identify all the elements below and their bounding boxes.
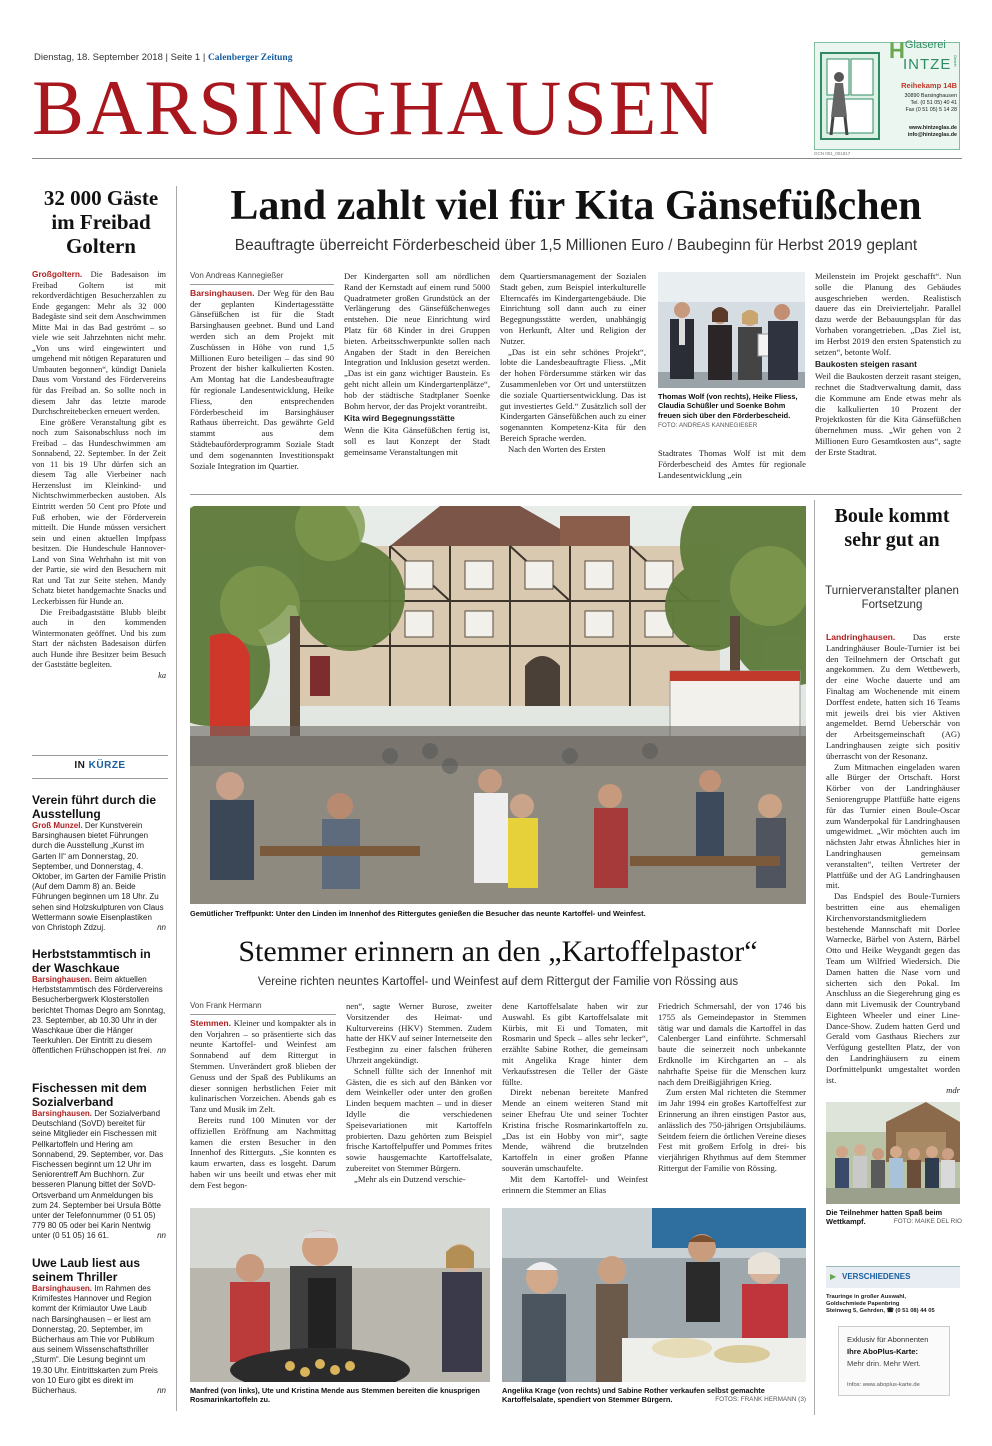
kuerze-rule-bottom	[32, 778, 168, 779]
boule-photo-caption: Die Teilnehmer hatten Spaß beim Wettkampf. FOTO: MAIKE DEL RIO	[826, 1208, 962, 1227]
lead-col-5: Meilenstein im Projekt geschafft“. Nun solle die Planung des Gebäudes ausgeschrieben werden. Realistisch dauere das ein Dreivierteljahr. Parallel dazu werde der Bebauungsplan für das Vorhaben vorangetrieben. „Das Ziel ist, im Herbst 2019 den ersten Spatenstich zu setzen“, betonte Wolf. Baukosten steigen rasant Weil die Baukosten derzeit rasant steigen, rechnet die Stadtverwaltung damit, dass die Kommune am Ende etwas mehr als die kalkulierten 10 Prozent der Projektkosten für die Kita Gänsefüßchen übernehmen muss. „Wir gehen von 2 Millionen Euro Gesamtkosten aus“, sagte der Erste Stadtrat.	[815, 271, 961, 457]
ad-code: GCN 001_001817	[814, 151, 851, 156]
kuerze-rule-top	[32, 755, 168, 756]
left-column-rule	[176, 186, 177, 1411]
group-photo-icon	[658, 272, 805, 388]
boule-headline: Boule kommt sehr gut an	[834, 505, 950, 551]
in-kuerze-label: IN KÜRZE	[74, 760, 126, 771]
paper-name: Calenberger Zeitung	[207, 53, 293, 63]
stemmer-col-3: dene Kartoffelsalate haben wir zur Auswahl. Es gibt Kartoffelsalate mit Kürbis, mit Ei und Tomaten, mit Rosmarin und Speck – alles sehr lecker“, erzählte Sabine Rother, die gemeinsam mit Angelika Krage hinter dem Verkaufsstresen die Teller der Gäste füllte. Direkt nebenan bereitete Manfred Mende an einem weiteren Stand mit seiner Ehefrau Ute und seiner Tochter Kristina frische Rosmarinkartoffeln zu. „Das ist ein Hobby von mir“, sagte Mende, während die brutzelnden Kartoffeln in einer großen Pfanne souverän umschaufelte. Mit dem Kartoffel- und Weinfest erinnern die Stemmer an Elias	[502, 1001, 648, 1195]
boule-article: Landringhausen. Das erste Landringhäuser Boule-Turnier ist bei den Teilnehmern der Ortschaft gut angekommen. Zu dem Wettbewerb, der eine Woche dauerte und am Finaltag am Wochenende mit einem Dorffest endete, hatten sich 16 Teams mit jeweils drei bis vier Aktiven angemeldet. Bernd Ueberschär von der Arbeitsgemeinschaft (AG) Landringhausen zeigte sich positiv überrascht von der Resonanz. Zum Mitmachen eingeladen waren alle Bürger der Ortschaft. Horst Körber von der Landringhäuser Seniorengruppe Plattfüße hatte eigens für das Turnier einen Boule-Oscar zum Wanderpokal für Landringhausen umgewidmet. „Wir möchten auch im nächsten Jahr etwas Ähnliches hier in Landringhausen gemeinsam veranstalten“, teilten Vertreter der Plattfüße und der AG Landringhausen mit. Das Endspiel des Boule-Turniers bestritten eine aus ehemaligen Kirchenvorstandsmitgliedern bestehende Mannschaft mit Dorlee Warnecke, Bärbel von Astern, Bärbel Otto und Heike Weygandt gegen das Team um Wilfried Wiedersich. Die Damen hatten die Nase vorn und sicherten sich den Pokal. Im Anschluss an die Siegerehrung ging es dann mit Livemusik der Countryband Eighteen Wheeler und einer Line-Dance-Show. Zudem hatten Gerd und Gerald vom Gasthaus Riechers zur Verfügung gestellten Platz, der von den Landringhäusern zu einem Dorfmittelpunkt umgestaltet worden ist. mdr	[826, 632, 960, 1096]
lead-col-2: Der Kindergarten soll am nördlichen Rand der Kernstadt auf einem rund 5000 Quadratmeter großen Grundstück an der Verlängerung des Gänsefüßchenweges entstehen. Die neue Einrichtung wird Platz für 68 Kinder in drei Gruppen bieten. Arbeitsschwerpunkte sollen nach Angaben der Stadt in den Bereichen Integration und Inklusion gesetzt werden. „Das ist ein ganz wichtiger Baustein. Es geht nicht allein um Kindergartenplätze“, hob der städtische Stadtplaner Soenke Bohm hervor, der das Projekt vorantreibt. Kita wird Begegnungsstätte Wenn die Kita Gänsefüßchen fertig ist, soll es laut Konzept der Stadt gemeinsame Veranstaltungen mit	[344, 271, 490, 457]
page-title: BARSINGHAUSEN	[32, 64, 717, 151]
boule-photo	[826, 1102, 960, 1204]
brief-1: Verein führt durch die Ausstellung Groß Munzel. Der Kunstverein Barsinghausen bietet Führungen durch die Ausstellung „Kunst im Garten II“ am Donnerstag, 20. September, und Donnerstag, 4. Oktober, im Garten der Familie Pristin (Auf dem Damm 8) an. Beide Führungen beginnen um 18 Uhr. Zu sehen sind Holzskulpturen von Claus Wettermann sowie Eisenplastiken von Christoph Zdzuj. nn	[32, 793, 166, 933]
lead-col-4: Stadtrates Thomas Wolf ist mit dem Förderbescheid des Amtes für regionale Landesentwicklung „ein	[658, 448, 806, 480]
lead-photo	[658, 272, 805, 388]
cooking-photo-icon	[190, 1208, 490, 1382]
brief-4: Uwe Laub liest aus seinem Thriller Barsinghausen. Im Rahmen des Krimifestes Hannover und Region kommt der Krimiautor Uwe Laub nach Barsinghausen – er liest am Donnerstag, 20. September, im Bücherhaus am Thie vor Publikum aus seinem Wissenschaftsthriller „Sturm“. Die Lesung beginnt um 19.30 Uhr. Eintrittskarten zum Preis von 10 Euro gibt es direkt im Bücherhaus. nn	[32, 1256, 166, 1396]
main-photo	[190, 506, 806, 904]
aboplus-card[interactable]: Exklusiv für Abonnenten Ihre AboPlus-Karte: Mehr drin. Mehr Wert. Infos: www.aboplus-karte.de	[838, 1326, 950, 1396]
stemmer-col-4: Friedrich Schmersahl, der von 1746 bis 1755 als Gemeindepastor in Stemmen tätig war und damals die Kartoffel in das Calenberger Land einführte. Schmersahl baute die seinerzeit noch unbekannte Erdknolle im Kirchgarten an – als nahrhafte Speise für die Menschen kurz nach dem Dreißigjährigen Krieg. Zum ersten Mal richteten die Stemmer im Jahr 1994 ein großes Kartoffelfest zur Erinnerung an ihren einstigen Pastor aus, anlässlich des 750-jährigen Ortsjubiläums. Seitdem feiern die örtlichen Vereine dieses Fest mit großem Erfolg in drei- bis vierjährigen Rhythmus auf dem Stemmer Rittergut der Familie von Rössing.	[658, 1001, 806, 1173]
window-figure-icon	[817, 47, 885, 147]
salad-stand-photo-icon	[502, 1208, 806, 1382]
lead-headline: Land zahlt viel für Kita Gänsefüßchen	[230, 183, 922, 229]
freibad-article: Großgoltern. Die Badesaison im Freibad Goltern ist mit rekordverdächtigen Besucherzahlen zu Ende gegangen: Mehr als 32 000 Badegäste sind seit dem Anschwimmen Mitte Mai in das Bad geströmt – so viele wie seit Jahrzehnten nicht mehr. „Von uns wird eingewintert und umgehend mit nötigen Reparaturen und Umbauten begonnen“, kündigt Daniela Daus vom Vorstand des Fördervereins für das Freibad an. So sollte noch in diesem Jahr das letzte marode Durchschreitebecken erneuert werden. Eine größere Veranstaltung gibt es noch zum Saisonabschluss noch im Freibad – das Hundeschwimmen am Sonnabend, 22. September. In der Zeit von 11 bis 19 Uhr dürfen sich an diesem Tag alle Vierbeiner nach Herzenslust im Kleinkind- und Nichtschwimmerbecken austoben. Als Eintritt werden 50 Cent pro Pfote und Fuß erhoben, wie der Förderverein mitteilt. Die Hunde müssen versichert sein und einen aktuellen Impfpass besitzen. Die Hundeschule Hannover-Land von Sina Wehrhahn ist mit von der Partie, sie wird den Besuchern mit Rat und Tat zur Seite stehen. Mandy Schatz bietet handgemachte Snacks und Leckerbissen für Hunde an. Die Freibadgaststätte Blubb bleibt auch in den kommenden Wintermonaten geöffnet. Und bis zum Start der nächsten Badesaison dürfen auch Hunde ihre Besitzer beim Besuch der Gaststätte begleiten. ka	[32, 269, 166, 680]
boule-subhead: Turnierveranstalter planen Fortsetzung	[825, 585, 959, 611]
masthead-rule	[32, 158, 962, 159]
ad-contact: 30890 Barsinghausen Tel. (0 51 05) 40 41 Fax (0 51 05) 5 14 28	[904, 93, 957, 113]
verschiedenes-ad[interactable]: Trauringe in großer Auswahl, Goldschmiede Papenbring Steinweg 5, Gehrden, ☎ (0 51 08) 44 05	[826, 1294, 935, 1314]
lead-col-1: Von Andreas Kannegießer Barsinghausen. Der Weg für den Bau der geplanten Kindertagesstätte Gänsefüßchen ist für die Stadt Barsinghausen geebnet. Bund und Land werden sich an dem Projekt mit Zuschüssen in Höhe von rund 1,5 Millionen Euro beteiligen – das sind 90 Prozent der bisher kalkulierten Kosten. Am Montag hat die Landesbeauftragte für regionale Landesentwicklung, Heike Fliess, den entsprechenden Förderbescheid im Barsinghäuser Rathaus überreicht. Das gewährte Geld stammt aus dem Städtebauförderprogramm Soziale Stadt und dem sogenannten Investitionspakt Soziale Integration im Quartier.	[190, 271, 334, 471]
right-column-rule	[814, 500, 815, 1415]
lead-bottom-rule	[190, 494, 962, 495]
ad-brand: HGlaserei INTZE GmbH	[889, 38, 958, 73]
main-photo-caption: Gemütlicher Treffpunkt: Unter den Linden im Innenhof des Rittergutes genießen die Besucher das neunte Kartoffel- und Weinfest.	[190, 909, 646, 918]
verschiedenes-header: ▶ VERSCHIEDENES	[826, 1266, 960, 1288]
stemmer-subhead: Vereine richten neuntes Kartoffel- und Weinfest auf dem Rittergut der Familie von Rössing aus	[257, 976, 739, 988]
arrow-right-icon: ▶	[830, 1272, 837, 1281]
ad-glaserei[interactable]	[814, 38, 960, 150]
ad-web: www.hintzeglas.de info@hintzeglas.de	[907, 125, 957, 138]
lead-subhead: Beauftragte überreicht Förderbescheid über 1,5 Millionen Euro / Baubeginn für Herbst 2019 geplant	[234, 237, 918, 254]
stemmer-headline: Stemmer erinnern an den „Kartoffelpastor“	[238, 935, 758, 968]
ad-street: Reihekamp 14B	[901, 81, 957, 90]
courtyard-photo-icon	[190, 506, 806, 904]
brief-3: Fischessen mit dem Sozialverband Barsinghausen. Der Sozialverband Deutschland (SoVD) bereitet für seine Mitglieder ein Fischessen mit Pellkartoffeln und Hering am Sonnabend, 29. September, vor. Das Fischessen beginnt um 12 Uhr im Seniorentreff Am Buchhorn. Zur besseren Planung bittet der SoVD-Ortsverband um Anmeldungen bis zum 24. September bei Ursula Bötte unter der Telefonnummer (0 51 05) 779 80 05 oder bei Karin Nentwig unter (0 51 05) 16 61. nn	[32, 1081, 166, 1241]
boule-group-photo-icon	[826, 1102, 960, 1204]
stemmer-col-1: Von Frank Hermann Stemmen. Kleiner und kompakter als in den Vorjahren – so präsentierte sich das neunte Kartoffel- und Weinfest am Sonnabend auf dem Rittergut in Stemmen. Unverändert groß blieben der Genuss und der Spaß des Publikums an dieser sonnigen herbstlichen Feier mit kulinarischen Vorzeichen. Abends gab es Tanz und Musik im Zelt. Bereits rund 100 Minuten vor der offiziellen Eröffnung am Nachmittag kamen die ersten Besucher in den Innenhof des Ritterguts. „Sie konnten es kaum erwarten, dass es losgeht. Darum haben wir uns beeilt und etwas eher mit dem Fest begon-	[190, 1001, 336, 1190]
stemmer-col-2: nen“, sagte Werner Burose, zweiter Vorsitzender des Heimat- und Kulturvereins (HKV) Stemmen. Zudem hatte der HKV auf seiner Internetseite den Festbeginn zu einer falschen früheren Uhrzeit angekündigt. Schnell füllte sich der Innenhof mit Gästen, die es sich auf den Bänken vor dem Weinkeller oder unter den großen Linden bequem machten – und in dieser Idylle die verschiedenen Speisevariationen mit Kartoffeln probierten. Dazu gehörten zum Beispiel frische Kartoffelpuffer und Pommes frites sowie hausgemachte Kartoffelsalate, zubereitet von Stemmer Bürgern. „Mehr als ein Dutzend verschie-	[346, 1001, 492, 1184]
stemmer-photo-left	[190, 1208, 490, 1382]
brief-2: Herbststammtisch in der Waschkaue Barsinghausen. Beim aktuellen Herbststammtisch des Fördervereins Besucherbergwerk Klosterstollen berichtet Thomas Degro am Sonntag, 23. September, ab 10.30 Uhr in der Waschkaue über die Hänger Teerkuhlen. Der Eintritt zu diesem öffentlichen Frühschoppen ist frei. nn	[32, 947, 166, 1056]
stemmer-caption-left: Manfred (von links), Ute und Kristina Mende aus Stemmen bereiten die knusprigen Rosmarinkartoffeln zu.	[190, 1386, 480, 1405]
lead-photo-caption: Thomas Wolf (von rechts), Heike Fliess, Claudia Schüßler und Soenke Bohm freuen sich über den Förderbescheid. FOTO: ANDREAS KANNEGIEßER	[658, 392, 798, 430]
stemmer-caption-right: Angelika Krage (von rechts) und Sabine Rother verkaufen selbst gemachte Kartoffelsalate, spendiert von Stemmer Bürgern. FOTOS: FRANK HERMANN (3)	[502, 1386, 806, 1405]
dateline: Dienstag, 18. September 2018 | Seite 1 | Calenberger Zeitung	[34, 52, 293, 63]
freibad-headline: 32 000 Gäste im Freibad Goltern	[43, 186, 159, 258]
stemmer-photo-right	[502, 1208, 806, 1382]
lead-col-3: dem Quartiersmanagement der Sozialen Stadt geben, zum Beispiel interkulturelle Elterncafés im Kindergartengebäude. Die Einrichtung soll dann auch zu einer Begegnungsstätte werden, unabhängig von Herkunft, Alter und Religion der Nutzer. „Das ist ein sehr schönes Projekt“, lobte die Landesbeauftragte Fliess. „Mit der hohen Fördersumme stärken wir das Zusammenleben vor Ort und unterstützen die soziale Quartiersentwicklung. Das ist gut investiertes Geld.“ Zusätzlich soll der Kindergarten Gänsefüßchen auch zu einer sogenannten Kompetenz-Kita für den Bereich Sprache werden. Nach den Worten des Ersten	[500, 271, 646, 454]
